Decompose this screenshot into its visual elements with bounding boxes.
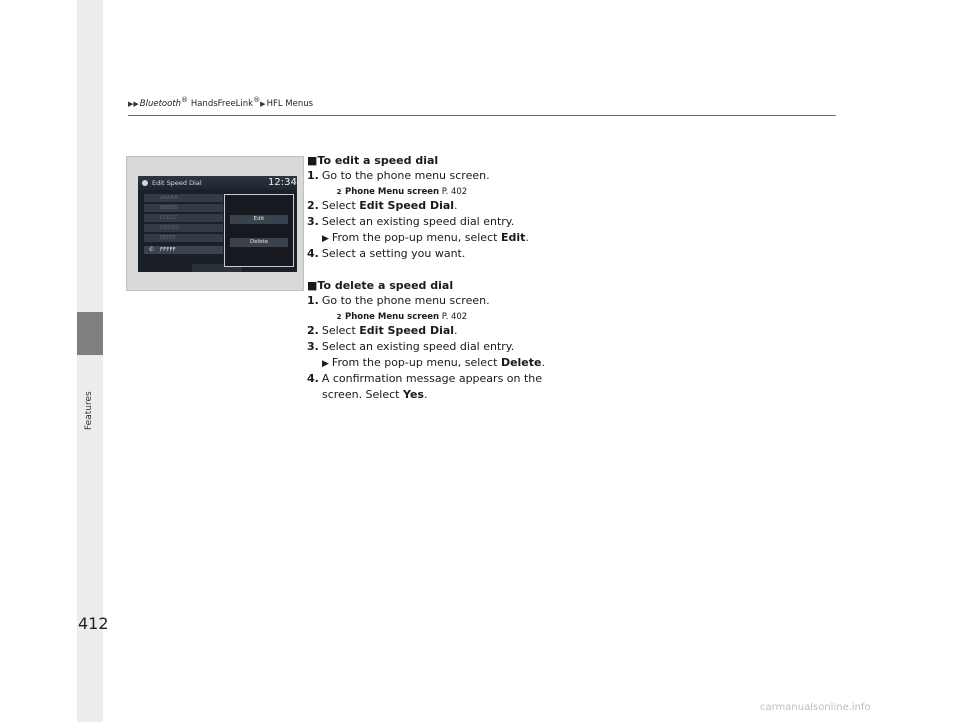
screen-title: Edit Speed Dial bbox=[152, 179, 202, 187]
edit-step-3: 3. Select an existing speed dial entry. bbox=[307, 215, 515, 228]
sub-step-arrow-icon: ▶ bbox=[322, 359, 329, 369]
header-divider bbox=[128, 115, 836, 116]
breadcrumb bbox=[128, 95, 313, 109]
popup-edit-button[interactable]: Edit bbox=[230, 215, 288, 224]
breadcrumb-hfl-menus: HFL Menus bbox=[266, 98, 314, 109]
reference-arrow-icon: 2 bbox=[336, 188, 342, 196]
breadcrumb-handsfreelink: HandsFreeLink bbox=[188, 98, 254, 109]
screen-title-bar bbox=[138, 176, 297, 190]
chapter-label: Features bbox=[84, 391, 94, 430]
delete-step-4-cont: screen. Select Yes. bbox=[322, 388, 428, 401]
speed-dial-entry-selected[interactable]: ✆ FFFFF bbox=[144, 246, 223, 254]
speed-dial-entry[interactable]: EEEEE bbox=[144, 234, 223, 242]
edit-section-heading: ■To edit a speed dial bbox=[307, 154, 439, 167]
delete-step-1: 1. Go to the phone menu screen. bbox=[307, 294, 490, 307]
bullet-square-icon: ■ bbox=[307, 154, 318, 167]
popup-menu bbox=[224, 194, 294, 267]
sub-step-arrow-icon: ▶ bbox=[322, 234, 329, 244]
delete-step-2: 2. Select Edit Speed Dial. bbox=[307, 324, 458, 337]
chapter-tab bbox=[77, 312, 103, 355]
breadcrumb-arrow-icon: ▶ bbox=[260, 99, 266, 108]
delete-section-heading: ■To delete a speed dial bbox=[307, 279, 454, 292]
delete-step-1-reference[interactable]: 2 Phone Menu screen P. 402 bbox=[336, 312, 468, 322]
popup-delete-button[interactable]: Delete bbox=[230, 238, 288, 247]
screen-clock: 12:34 bbox=[268, 177, 297, 188]
breadcrumb-bluetooth: Bluetooth bbox=[139, 98, 182, 109]
delete-step-4: 4. A confirmation message appears on the bbox=[307, 372, 543, 385]
speed-dial-entry[interactable]: DDDDD bbox=[144, 224, 223, 232]
edit-step-1-reference[interactable]: 2 Phone Menu screen P. 402 bbox=[336, 187, 468, 197]
reference-arrow-icon: 2 bbox=[336, 313, 342, 321]
edit-step-1: 1. Go to the phone menu screen. bbox=[307, 169, 490, 182]
speed-dial-entry[interactable]: CCCCC bbox=[144, 214, 223, 222]
menu-icon bbox=[142, 180, 148, 186]
delete-step-3-substep: ▶ From the pop-up menu, select Delete. bbox=[322, 356, 545, 369]
page-number: 412 bbox=[78, 614, 109, 633]
edit-step-3-substep: ▶ From the pop-up menu, select Edit. bbox=[322, 231, 529, 244]
phone-icon: ✆ bbox=[149, 246, 155, 253]
speed-dial-entry[interactable]: BBBBB bbox=[144, 204, 223, 212]
edit-step-4: 4. Select a setting you want. bbox=[307, 247, 466, 260]
speed-dial-entry[interactable]: AAAAA bbox=[144, 194, 223, 202]
registered-mark: ® bbox=[253, 95, 261, 104]
breadcrumb-arrow-icon: ▶▶ bbox=[128, 99, 139, 108]
bullet-square-icon: ■ bbox=[307, 279, 318, 292]
registered-mark: ® bbox=[181, 95, 189, 104]
footer-watermark: carmanualsonline.info bbox=[760, 702, 871, 713]
delete-step-3: 3. Select an existing speed dial entry. bbox=[307, 340, 515, 353]
display-screen bbox=[138, 176, 297, 272]
edit-step-2: 2. Select Edit Speed Dial. bbox=[307, 199, 458, 212]
